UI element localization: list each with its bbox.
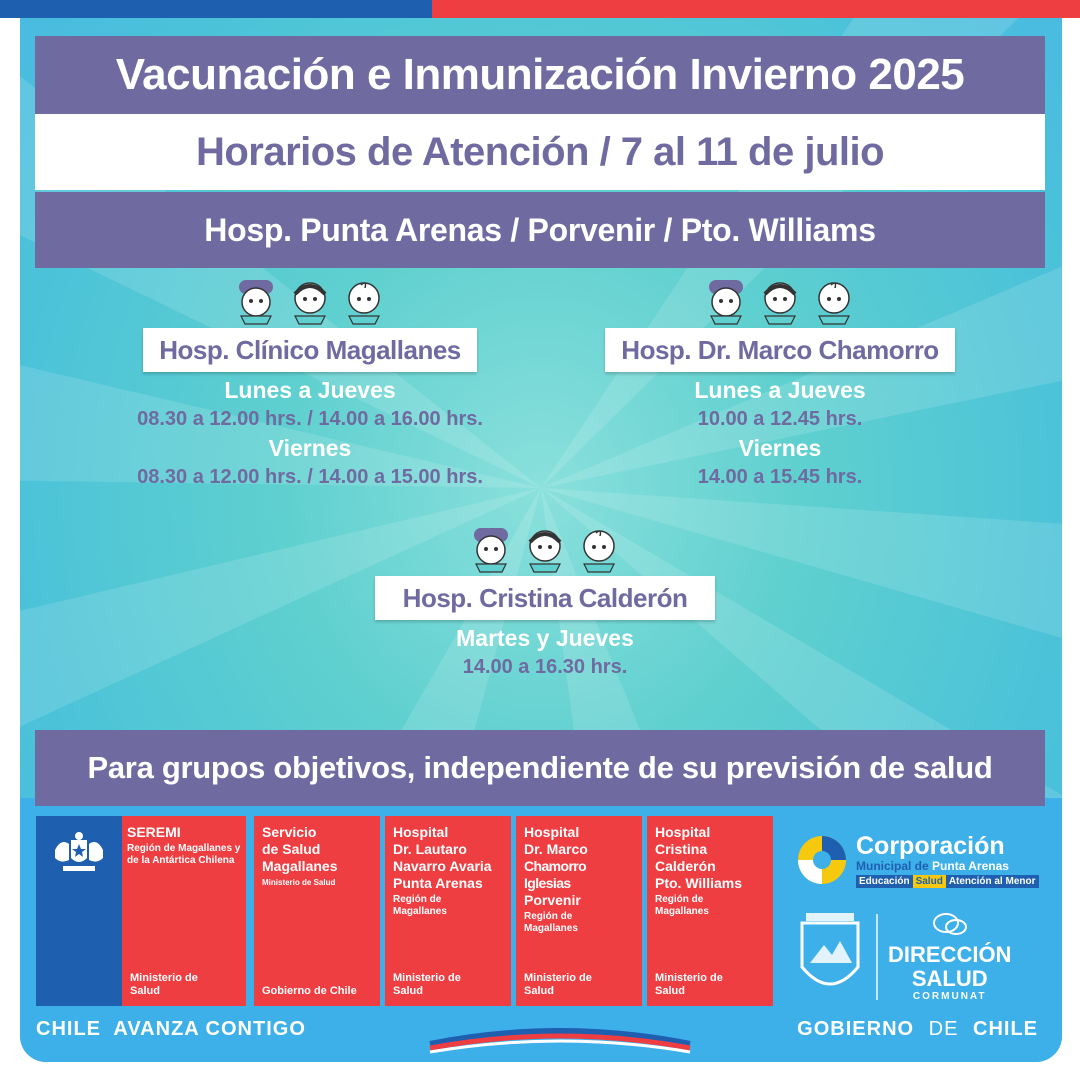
hours: 08.30 a 12.00 hrs. / 14.00 a 15.00 hrs. xyxy=(137,466,483,488)
hospital-line3: Calderón xyxy=(655,858,716,874)
day-range: Martes y Jueves xyxy=(456,625,634,651)
target-groups-banner: Para grupos objetivos, independiente de su previsión de salud xyxy=(35,730,1045,806)
hospital-line1: Hospital xyxy=(524,824,580,840)
hospital-line4: Pto. Williams xyxy=(655,875,743,891)
servicio-salud-logo xyxy=(254,816,380,1006)
day-range: Viernes xyxy=(268,435,352,461)
hospital-chamorro-logo xyxy=(516,816,642,1006)
hospital-line2: Cristina xyxy=(655,841,708,857)
hospital-label: Hosp. Dr. Marco Chamorro xyxy=(605,328,954,372)
kid-beanie-icon xyxy=(233,276,279,326)
hospital-line4: Punta Arenas xyxy=(393,875,483,891)
coat-of-arms-icon xyxy=(49,830,109,874)
kid-girl-icon xyxy=(287,276,333,326)
hospital-ministry: Ministerio de Salud xyxy=(655,972,723,997)
hours: 14.00 a 15.45 hrs. xyxy=(697,466,863,488)
hospitals-line: Hosp. Punta Arenas / Porvenir / Pto. Williams xyxy=(35,192,1045,268)
kids-illustration xyxy=(703,276,857,326)
hospital-line1: Hospital xyxy=(655,824,711,840)
hours: 10.00 a 12.45 hrs. xyxy=(697,408,863,430)
corporacion-text xyxy=(856,833,1039,888)
footer-de: DE xyxy=(928,1018,959,1040)
municipal-shield-icon xyxy=(794,911,866,1003)
direccion-line2: SALUD xyxy=(911,966,988,991)
tag-salud: Salud xyxy=(913,875,946,888)
top-bar-blue xyxy=(0,0,432,18)
hospital-label: Hosp. Clínico Magallanes xyxy=(143,328,477,372)
tag-educacion: Educación xyxy=(856,875,913,888)
seremi-region: Región de Magallanes y de la Antártica Chilena xyxy=(127,843,241,866)
chat-bubbles-icon xyxy=(930,912,970,938)
kid-baby-icon xyxy=(811,276,857,326)
hospital-line3: Chamorro Iglesias xyxy=(524,858,587,891)
seremi-text-panel xyxy=(122,816,246,1006)
hospital-line4: Porvenir xyxy=(524,892,581,908)
corporacion-tags xyxy=(856,875,1039,888)
schedule-block-magallanes xyxy=(70,276,550,492)
footer-slogan: CHILE AVANZA CONTIGO xyxy=(36,1018,306,1040)
corporacion-subtitle xyxy=(856,859,1039,873)
servicio-line2: de Salud xyxy=(262,841,321,857)
hospital-line3: Navarro Avaria xyxy=(393,858,492,874)
hospital-region: Región de Magallanes xyxy=(655,894,709,917)
kid-girl-icon xyxy=(522,524,568,574)
schedule-subtitle: Horarios de Atención / 7 al 11 de julio xyxy=(35,114,1045,190)
schedule-block-chamorro xyxy=(590,276,970,492)
hospital-line2: Dr. Lautaro xyxy=(393,841,467,857)
footer-gobierno: GOBIERNO xyxy=(797,1018,915,1040)
day-range: Viernes xyxy=(738,435,822,461)
page-title: Vacunación e Inmunización Invierno 2025 xyxy=(35,36,1045,114)
hospital-navarro-logo xyxy=(385,816,511,1006)
corporacion-logo xyxy=(794,824,1044,896)
hospital-ministry: Ministerio de Salud xyxy=(524,972,592,997)
kids-illustration xyxy=(468,524,622,574)
footer-gobierno-chile xyxy=(797,1018,1038,1041)
direccion-text xyxy=(888,912,1011,1002)
servicio-line3: Magallanes xyxy=(262,858,338,874)
corporacion-sub-a: Municipal de xyxy=(856,858,929,873)
day-range: Lunes a Jueves xyxy=(224,377,396,403)
poster-card xyxy=(20,18,1062,1062)
corporacion-name: Corporación xyxy=(856,831,1005,860)
kid-baby-icon xyxy=(341,276,387,326)
schedule-block-calderon xyxy=(350,524,740,682)
servicio-line1: Servicio xyxy=(262,824,317,840)
top-flag-bar xyxy=(0,0,1080,18)
kid-girl-icon xyxy=(757,276,803,326)
servicio-gobierno: Gobierno de Chile xyxy=(262,985,357,997)
hours: 08.30 a 12.00 hrs. / 14.00 a 16.00 hrs. xyxy=(137,408,483,430)
corporacion-emblem-icon xyxy=(794,832,850,888)
seremi-title: SEREMI xyxy=(127,824,181,840)
divider xyxy=(876,914,878,1000)
hospital-label: Hosp. Cristina Calderón xyxy=(375,576,716,620)
direccion-line3: CORMUNAT xyxy=(912,991,987,1002)
kid-beanie-icon xyxy=(703,276,749,326)
hospital-ministry: Ministerio de Salud xyxy=(393,972,461,997)
kids-illustration xyxy=(233,276,387,326)
hospital-region: Región de Magallanes xyxy=(524,911,578,934)
hospital-line1: Hospital xyxy=(393,824,449,840)
footer-chile: CHILE xyxy=(973,1018,1038,1040)
tag-atencion: Atención al Menor xyxy=(946,875,1039,888)
kid-baby-icon xyxy=(576,524,622,574)
direccion-line1: DIRECCIÓN xyxy=(888,942,1012,967)
direccion-salud-logo xyxy=(794,902,1044,1012)
hours: 14.00 a 16.30 hrs. xyxy=(462,656,628,678)
hospital-region: Región de Magallanes xyxy=(393,894,447,917)
servicio-ministry: Ministerio de Salud xyxy=(262,878,336,887)
seremi-logo xyxy=(36,816,246,1006)
chile-coat-of-arms-panel xyxy=(36,816,122,1006)
hospital-line2: Dr. Marco xyxy=(524,841,588,857)
kid-beanie-icon xyxy=(468,524,514,574)
day-range: Lunes a Jueves xyxy=(694,377,866,403)
hospital-calderon-logo xyxy=(647,816,773,1006)
corporacion-sub-b: Punta Arenas xyxy=(932,858,1009,873)
government-swoosh-icon xyxy=(410,1014,710,1054)
top-bar-red xyxy=(432,0,1080,18)
seremi-ministry: Ministerio de Salud xyxy=(130,972,198,997)
